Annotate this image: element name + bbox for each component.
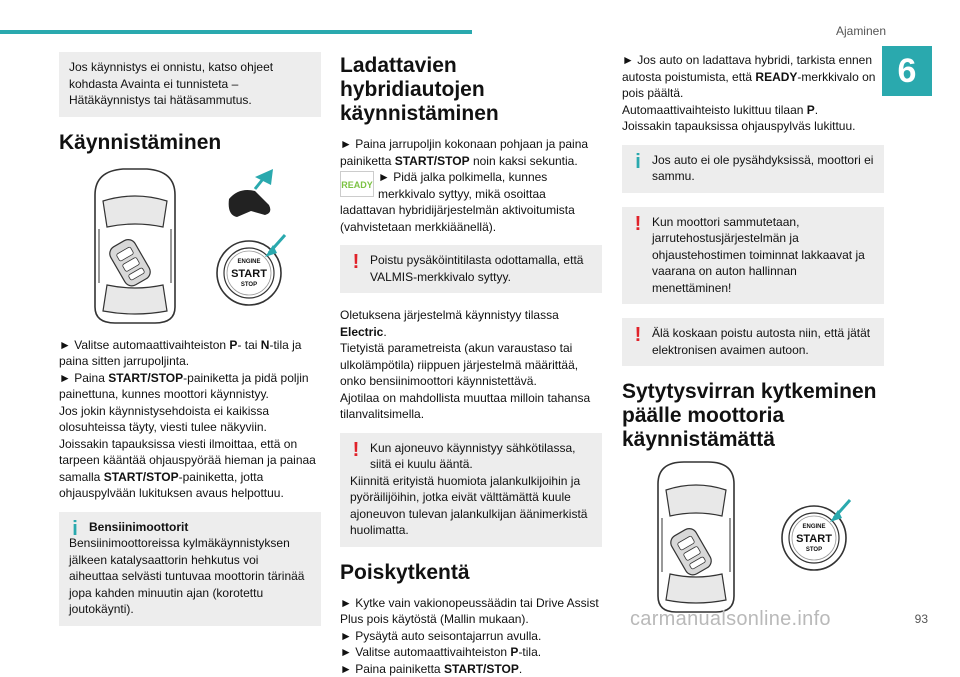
info-petrol-title: Bensiinimoottorit (89, 519, 311, 536)
button-stop-label: STOP (806, 547, 822, 553)
heading-hybrid-start: Ladattavien hybridiautojen käynnistäminen (340, 54, 602, 126)
header-accent-bar (0, 30, 472, 34)
start-step-2: ► Paina START/STOP-painiketta ja pidä poljin painettuna, kunnes moottori käynnistyy. (59, 370, 321, 403)
info-icon: i (631, 153, 645, 171)
warning-icon: ! (631, 215, 645, 233)
button-engine-label: ENGINE (802, 524, 825, 530)
info-petrol-text: Bensiinimoottoreissa kylmäkäynnistyksen jälkeen katalysaattorin hehkutus voi aiheuttaa selvästi tuntuvaa moottorin tärinää jopa kahden minuutin ajan (korotettu joutokäynti). (69, 535, 311, 618)
start-text-2: Joissakin tapauksissa viesti ilmoittaa, että on tarpeen kääntää ohjauspyörää hieman ja painaa samalla START/STOP-painiketta, jotta ohjauspylvään lukituksen avaus helpottuu. (59, 436, 321, 502)
heading-ignition-on: Sytytysvirran kytkeminen päälle moottoria käynnistämättä (622, 380, 884, 452)
ready-indicator-icon (340, 171, 374, 197)
off-step-3: ► Valitse automaattivaihteiston P-tila. (340, 644, 602, 661)
info-box-petrol (59, 512, 321, 626)
warning-ready-text: Poistu pysäköintitilasta odottamalla, että VALMIS-merkkivalo syttyy. (370, 252, 592, 285)
watermark: carmanualsonline.info (630, 608, 831, 631)
warning-icon: ! (349, 253, 363, 271)
heading-starting: Käynnistäminen (59, 131, 321, 155)
hybrid-ready-check: ► Jos auto on ladattava hybridi, tarkista ennen autosta poistumista, että READY-merkkivalo on pois päältä. (622, 52, 884, 102)
warning-assist-loss-text: Kun moottori sammutetaan, jarrutehostusjärjestelmän ja ohjaustehostimen toiminnat lakkaavat ja vaarana on auton hallinnan menettäminen! (652, 214, 874, 297)
warning-box-ready (340, 245, 602, 293)
section-title: Ajaminen (836, 24, 886, 38)
off-step-4: ► Paina painiketta START/STOP. (340, 661, 602, 677)
start-stop-button-icon (782, 500, 850, 570)
car-key-ignition-illustration (622, 462, 884, 612)
intro-note-box (59, 52, 321, 117)
hybrid-step-1: ► Paina jarrupoljin kokonaan pohjaan ja paina painiketta START/STOP noin kaksi sekuntia. (340, 136, 602, 169)
page-number: 93 (915, 612, 928, 626)
heading-switch-off: Poiskytkentä (340, 561, 602, 585)
button-start-label: START (796, 533, 832, 545)
button-start-label: START (231, 268, 267, 280)
button-stop-label: STOP (241, 282, 257, 288)
info-not-stopped-text: Jos auto ei ole pysähdyksissä, moottori ei sammu. (652, 152, 874, 185)
warning-pedestrians-text: Kiinnitä erityistä huomiota jalankulkijoihin ja pyöräilijöihin, jotka eivät välttämättä kuule ajoneuvon tulevan jalankulkijan äänimerkistä huolimatta. (350, 473, 592, 539)
start-text-1: Jos jokin käynnistysehdoista ei kaikissa olosuhteissa täyty, viesti tulee näkyviin. (59, 403, 321, 436)
foot-brake-icon (229, 169, 273, 217)
column-2 (340, 52, 602, 677)
warning-icon: ! (631, 326, 645, 344)
hybrid-text-3: Ajotilaa on mahdollista muuttaa milloin tahansa tilanvalitsimella. (340, 390, 602, 423)
ignition-illustration (622, 462, 884, 612)
hybrid-default-mode: Oletuksena järjestelmä käynnistyy tilassa Electric. (340, 307, 602, 340)
warning-box-assist-loss (622, 207, 884, 305)
off-step-1: ► Kytke vain vakionopeussäädin tai Drive Assist Plus pois käytöstä (Mallin mukaan). (340, 595, 602, 628)
warning-box-key (622, 318, 884, 366)
hybrid-step-2: READY ► Pidä jalka polkimella, kunnes merkkivalo syttyy, mikä osoittaa ladattavan hybridijärjestelmän aktivoitumista (vahvistetaan merkkiäänellä). (340, 169, 602, 235)
column-1 (59, 52, 321, 640)
hybrid-text-2: Tietyistä parametreista (akun varaustaso tai ulkolämpötila) riippuen järjestelmä määrittää, onko bensiinimoottori käynnistettävä. (340, 340, 602, 390)
warning-icon: ! (349, 441, 363, 459)
off-step-2: ► Pysäytä auto seisontajarrun avulla. (340, 628, 602, 645)
steering-lock-text: Joissakin tapauksissa ohjauspylväs lukittuu. (622, 118, 884, 135)
button-engine-label: ENGINE (237, 259, 260, 265)
start-step-1: ► Valitse automaattivaihteiston P- tai N-tila ja paina sitten jarrupoljinta. (59, 337, 321, 370)
info-icon: i (68, 520, 82, 538)
svg-text:READY: READY (341, 180, 373, 190)
info-box-not-stopped (622, 145, 884, 193)
intro-note-text: Jos käynnistys ei onnistu, katso ohjeet kohdasta Avainta ei tunnisteta – Hätäkäynnistys tai hätäsammutus. (69, 59, 311, 109)
start-stop-button-icon (217, 235, 285, 305)
car-key-start-illustration (59, 165, 321, 325)
chapter-badge: 6 (882, 46, 932, 96)
warning-silent-text: Kun ajoneuvo käynnistyy sähkötilassa, siitä ei kuulu ääntä. (370, 440, 592, 473)
warning-key-text: Älä koskaan poistu autosta niin, että jätät elektronisen avaimen autoon. (652, 325, 874, 358)
warning-box-silent (340, 433, 602, 547)
gearbox-lock-text: Automaattivaihteisto lukittuu tilaan P. (622, 102, 884, 119)
column-3 (622, 52, 884, 624)
starting-illustration (59, 165, 321, 325)
